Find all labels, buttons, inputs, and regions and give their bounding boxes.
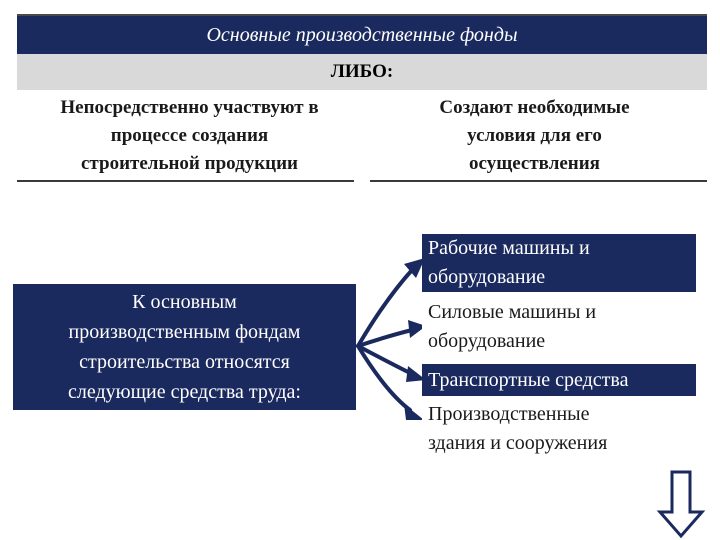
item-line: Транспортные средства: [428, 369, 629, 391]
means-of-labor-line: К основным: [132, 291, 237, 313]
left-column-line: Непосредственно участвуют в: [60, 97, 319, 118]
right-column-line: осуществления: [469, 153, 600, 174]
item-vehicles: [422, 364, 696, 396]
arrow-down-icon: [660, 472, 702, 536]
item-line: оборудование: [428, 330, 546, 352]
either-label: ЛИБО:: [330, 61, 394, 82]
page-title: Основные производственные фонды: [206, 23, 518, 46]
item-line: здания и сооружения: [428, 432, 608, 454]
item-line: Силовые машины и: [428, 301, 597, 323]
left-column-line: строительной продукции: [81, 153, 298, 174]
means-of-labor-line: производственным фондам: [68, 321, 301, 343]
arrow-right-icon: [358, 270, 412, 346]
right-column-line: Создают необходимые: [439, 97, 630, 118]
item-line: оборудование: [428, 266, 546, 288]
item-working-machines: [422, 234, 696, 292]
item-line: Рабочие машины и: [428, 237, 590, 259]
left-column-line: процессе создания: [110, 125, 269, 146]
item-power-machines: [422, 298, 696, 356]
item-buildings: [422, 400, 696, 458]
right-column-line: условия для его: [467, 125, 602, 146]
arrow-right-icon: [358, 346, 410, 410]
item-line: Производственные: [428, 403, 590, 425]
means-of-labor-line: строительства относятся: [79, 351, 290, 373]
means-of-labor-line: следующие средства труда:: [68, 381, 301, 403]
